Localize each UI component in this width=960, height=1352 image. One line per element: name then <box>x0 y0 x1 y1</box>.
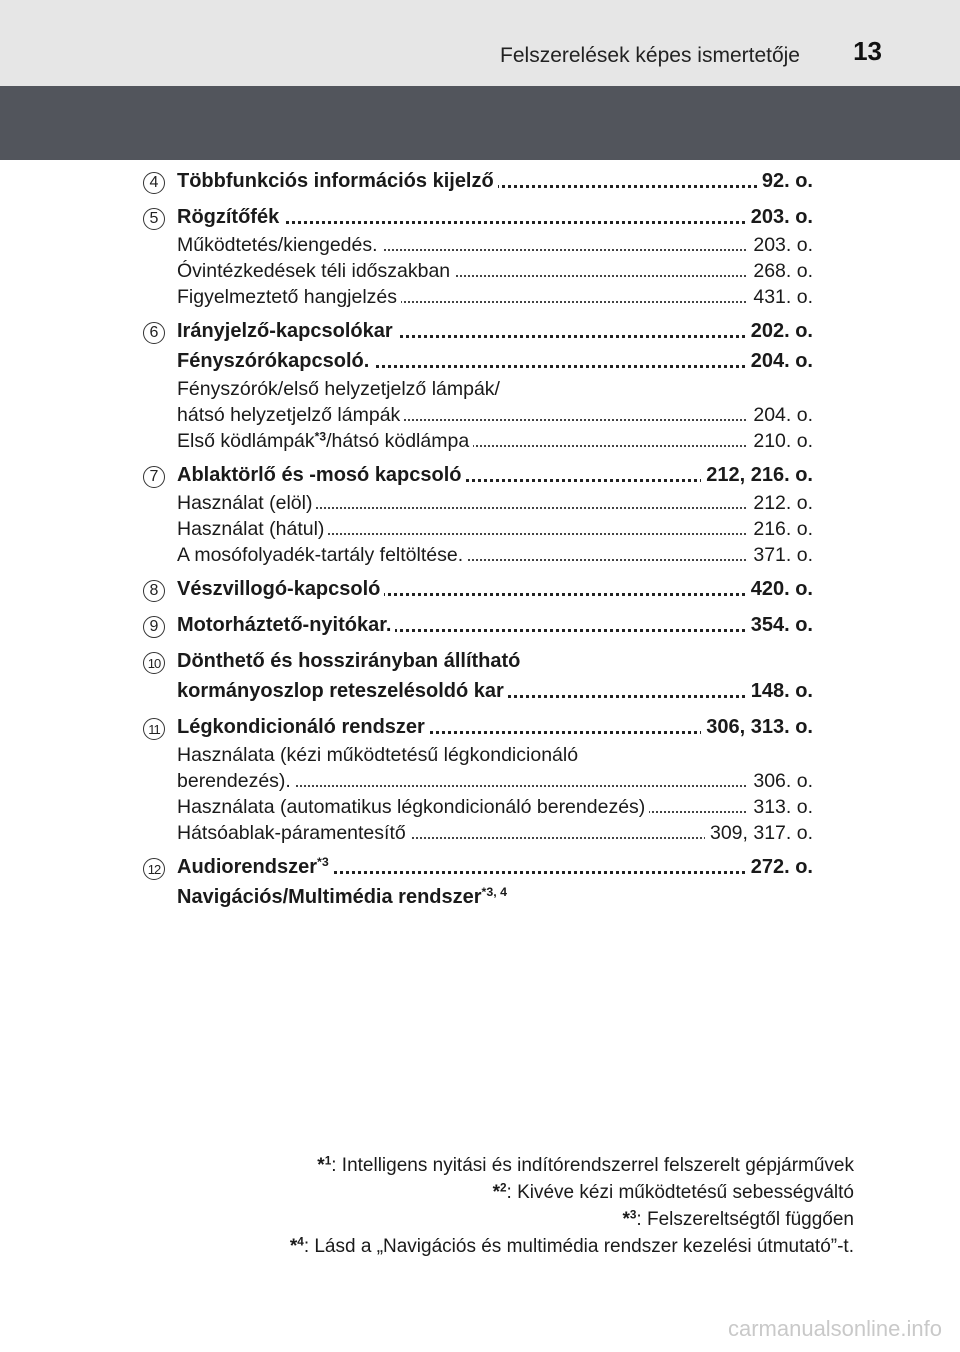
footnotes <box>290 1152 854 1260</box>
entry-text: hátsó helyzetjelző lámpák <box>177 404 404 426</box>
list-item <box>0 316 960 454</box>
page-reference: 306. o. <box>748 768 813 794</box>
page-reference: 203. o. <box>746 202 813 232</box>
list-item <box>0 202 960 310</box>
entry-subitem <box>177 232 813 258</box>
page-reference: 202. o. <box>746 316 813 346</box>
list-item <box>0 610 960 640</box>
entry-text: berendezés). <box>177 770 295 792</box>
entry-text: Fényszórók/első helyzetjelző lámpák/ <box>177 378 504 400</box>
entry-text: A mosófolyadék-tartály feltöltése. <box>177 544 467 566</box>
entry-text: Használat (hátul) <box>177 518 328 540</box>
entry-heading <box>177 646 813 676</box>
page-reference: 371. o. <box>748 542 813 568</box>
list-item <box>0 712 960 846</box>
entry-heading <box>177 574 813 604</box>
entry-text: Vészvillogó-kapcsoló <box>177 578 384 600</box>
footnote-ref: *3, 4 <box>481 885 508 900</box>
item-number-badge: 5 <box>143 208 165 230</box>
entry-text: Motorháztető-nyitókar. <box>177 614 395 636</box>
entry-text: Irányjelző-kapcsolókar <box>177 320 397 342</box>
item-number-badge: 10 <box>143 652 165 674</box>
entry-text: Rögzítőfék <box>177 206 283 228</box>
entry-text: Használata (automatikus légkondicionáló berendezés) <box>177 796 649 818</box>
footnote-ref: *3 <box>317 855 329 870</box>
section-title: Felszerelések képes ismertetője <box>500 44 800 67</box>
page-reference: 92. o. <box>757 166 813 196</box>
entry-subitem <box>177 258 813 284</box>
page-reference: 204. o. <box>748 402 813 428</box>
entry-text: Többfunkciós információs kijelző <box>177 170 498 192</box>
page-reference: 313. o. <box>748 794 813 820</box>
contents-list <box>0 166 960 918</box>
entry-heading <box>177 202 813 232</box>
entry-subitem <box>177 376 813 402</box>
page-header <box>0 0 960 86</box>
entry-text: Dönthető és hosszirányban állítható <box>177 650 524 672</box>
page-reference: 354. o. <box>746 610 813 640</box>
page-reference: 431. o. <box>748 284 813 310</box>
footnote-ref: *3 <box>314 429 327 444</box>
entry-text: Audiorendszer$^{*3}$ <box>177 856 333 878</box>
page-reference: 268. o. <box>748 258 813 284</box>
entry-heading <box>177 460 813 490</box>
page-reference: 216. o. <box>748 516 813 542</box>
entry-text: Használat (elöl) <box>177 492 316 514</box>
page-reference: 204. o. <box>746 346 813 376</box>
entry-subitem <box>177 428 813 454</box>
page-number: 13 <box>853 36 882 66</box>
page-reference: 272. o. <box>746 852 813 882</box>
footnote: *$^2$: Kivéve kézi működtetésű sebességváltó <box>492 1181 854 1203</box>
entry-subitem <box>177 742 813 768</box>
entry-subitem <box>177 542 813 568</box>
page-reference: 148. o. <box>746 676 813 706</box>
entry-subitem <box>177 516 813 542</box>
list-item <box>0 646 960 706</box>
entry-text: Ablaktörlő és -mosó kapcsoló <box>177 464 466 486</box>
page-reference: 306, 313. o. <box>701 712 813 742</box>
entry-subitem <box>177 490 813 516</box>
entry-text: Fényszórókapcsoló. <box>177 350 373 372</box>
list-item <box>0 166 960 196</box>
entry-text: Figyelmeztető hangjelzés <box>177 286 401 308</box>
entry-text: kormányoszlop reteszelésoldó kar <box>177 680 508 702</box>
page-reference: 212, 216. o. <box>701 460 813 490</box>
page-reference: 420. o. <box>746 574 813 604</box>
footnote: *$^4$: Lásd a „Navigációs és multimédia rendszer kezelési útmutató”-t. <box>289 1235 854 1257</box>
entry-heading <box>177 166 813 196</box>
entry-heading <box>177 712 813 742</box>
list-item <box>0 460 960 568</box>
entry-heading <box>177 676 813 706</box>
page-reference: 309, 317. o. <box>705 820 813 846</box>
entry-subitem <box>177 284 813 310</box>
entry-heading <box>177 852 813 882</box>
entry-subitem <box>177 820 813 846</box>
entry-heading <box>177 610 813 640</box>
entry-text: Használata (kézi működtetésű légkondicionáló <box>177 744 582 766</box>
entry-subitem <box>177 794 813 820</box>
entry-text: Hátsóablak-páramentesítő <box>177 822 410 844</box>
item-number-badge: 11 <box>143 718 165 740</box>
page-reference: 203. o. <box>748 232 813 258</box>
header-band <box>0 86 960 160</box>
entry-text: Óvintézkedések téli időszakban <box>177 260 454 282</box>
item-number-badge: 6 <box>143 322 165 344</box>
list-item <box>0 574 960 604</box>
watermark: carmanualsonline.info <box>727 1316 942 1341</box>
entry-text: Légkondicionáló rendszer <box>177 716 429 738</box>
item-number-badge: 12 <box>143 858 165 880</box>
footnote: *$^3$: Felszereltségtől függően <box>622 1208 854 1230</box>
entry-text: Első ködlámpák$^{*3}$/hátsó ködlámpa <box>177 430 473 452</box>
list-item <box>0 852 960 912</box>
entry-text: Működtetés/kiengedés. <box>177 234 382 256</box>
entry-heading <box>177 316 813 346</box>
footnote: *$^1$: Intelligens nyitási és indítórendszerrel felszerelt gépjárművek <box>317 1154 854 1176</box>
page-reference: 210. o. <box>748 428 813 454</box>
entry-subitem <box>177 402 813 428</box>
item-number-badge: 9 <box>143 616 165 638</box>
entry-heading <box>177 882 813 912</box>
entry-heading <box>177 346 813 376</box>
item-number-badge: 8 <box>143 580 165 602</box>
item-number-badge: 4 <box>143 172 165 194</box>
entry-text: Navigációs/Multimédia rendszer$^{*3, 4}$ <box>177 886 511 908</box>
item-number-badge: 7 <box>143 466 165 488</box>
page-reference: 212. o. <box>748 490 813 516</box>
entry-subitem <box>177 768 813 794</box>
